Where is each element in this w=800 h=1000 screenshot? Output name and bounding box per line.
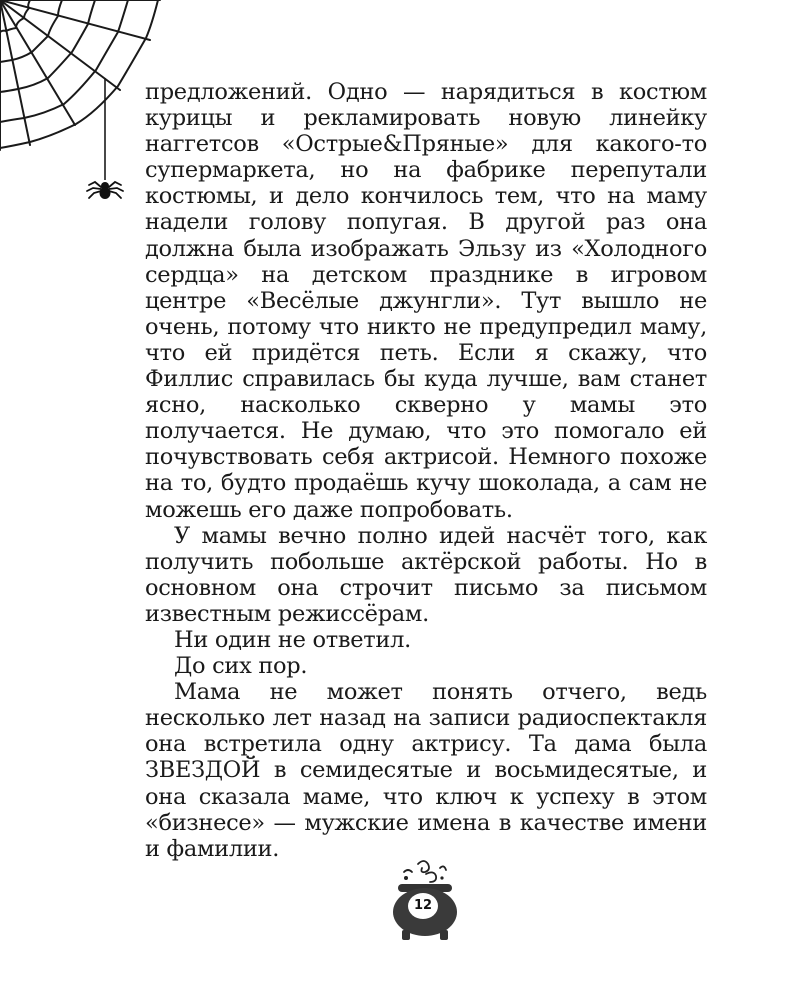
paragraph: До сих пор.: [174, 653, 308, 680]
page-number: 12: [408, 893, 438, 919]
body-text: [145, 79, 707, 862]
paragraph: предложений. Одно — нарядиться в костюм курицы и рекламировать новую линейку наггетсов «Острые&Пряные» для какого-то супермаркета, но на фабрике перепутали костюмы, и дело кончилось тем, что на маму надели голову попугая. В другой раз она должна была изображать Эльзу из «Холодного сердца» на детском празднике в игровом центре «Весёлые джунгли». Тут вышло не очень, потому что никто не предупредил маму, что ей придётся петь. Если я скажу, что Филлис справилась бы куда лучше, вам станет ясно, насколько скверно у мамы это получается. Не думаю, что это помогало ей почувствовать себя актрисой. Немного похоже на то, будто продаёшь кучу шоколада, а сам не можешь его даже попробовать.: [145, 79, 707, 523]
paragraph: Ни один не ответил.: [174, 626, 411, 653]
paragraph: У мамы вечно полно идей насчёт того, как получить побольше актёрской работы. Но в основном она строчит письмо за письмом известным режиссёрам.: [145, 522, 707, 627]
paragraph: Мама не может понять отчего, ведь несколько лет назад на записи радиоспектакля она встретила одну актрису. Та дама была ЗВЕЗДОЙ в семидесятые и восьмидесятые, и она сказала маме, что ключ к успеху в этом «бизнесе» — мужские имена в качестве имени и фамилии.: [145, 679, 707, 862]
spider-icon: [86, 176, 124, 202]
